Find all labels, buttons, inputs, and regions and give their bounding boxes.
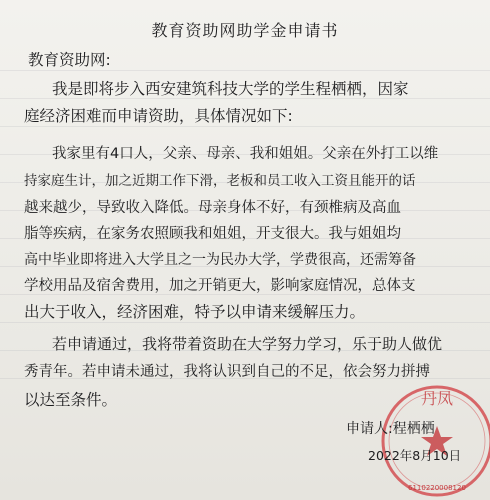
- signature: 申请人:程栖栖: [346, 421, 435, 437]
- body-line: 越来越少，导致收入降低。母亲身体不好，有颈椎病及高血: [24, 200, 401, 216]
- body-line: 秀青年。若申请未通过，我将认识到自己的不足，依会努力拼搏: [24, 364, 430, 380]
- document-title: 教育资助网助学金申请书: [151, 21, 339, 40]
- body-line: 高中毕业即将进入大学且之一为民办大学，学费很高，还需筹备: [24, 252, 416, 268]
- body-line: 持家庭生计，加之近期工作下滑，老板和员工收入工资且能开的话: [24, 173, 416, 189]
- official-seal-stamp: [378, 382, 490, 500]
- seal-number: 6110220008120: [408, 484, 466, 492]
- body-line: 我是即将步入西安建筑科技大学的学生程栖栖，因家: [52, 80, 409, 98]
- signature-date: 2022年8月10日: [368, 448, 462, 463]
- body-line: 脂等疾病，在家务农照顾我和姐姐，开支很大。我与姐姐均: [24, 226, 401, 242]
- body-line: 学校用品及宿舍费用，加之开销更大，影响家庭情况，总体支: [24, 278, 416, 294]
- body-line: 以达至条件。: [24, 391, 118, 409]
- seal-text: 丹凤: [420, 389, 454, 408]
- body-line: 若申请通过，我将带着资助在大学努力学习，乐于助人做优: [52, 335, 443, 353]
- body-line: 我家里有4口人，父亲、母亲、我和姐姐。父亲在外打工以维: [52, 146, 439, 162]
- body-line: 出大于收入，经济困难，特予以申请来缓解压力。: [24, 303, 366, 321]
- salutation: 教育资助网:: [28, 51, 111, 69]
- body-line: 庭经济困难而申请资助，具体情况如下:: [24, 107, 293, 125]
